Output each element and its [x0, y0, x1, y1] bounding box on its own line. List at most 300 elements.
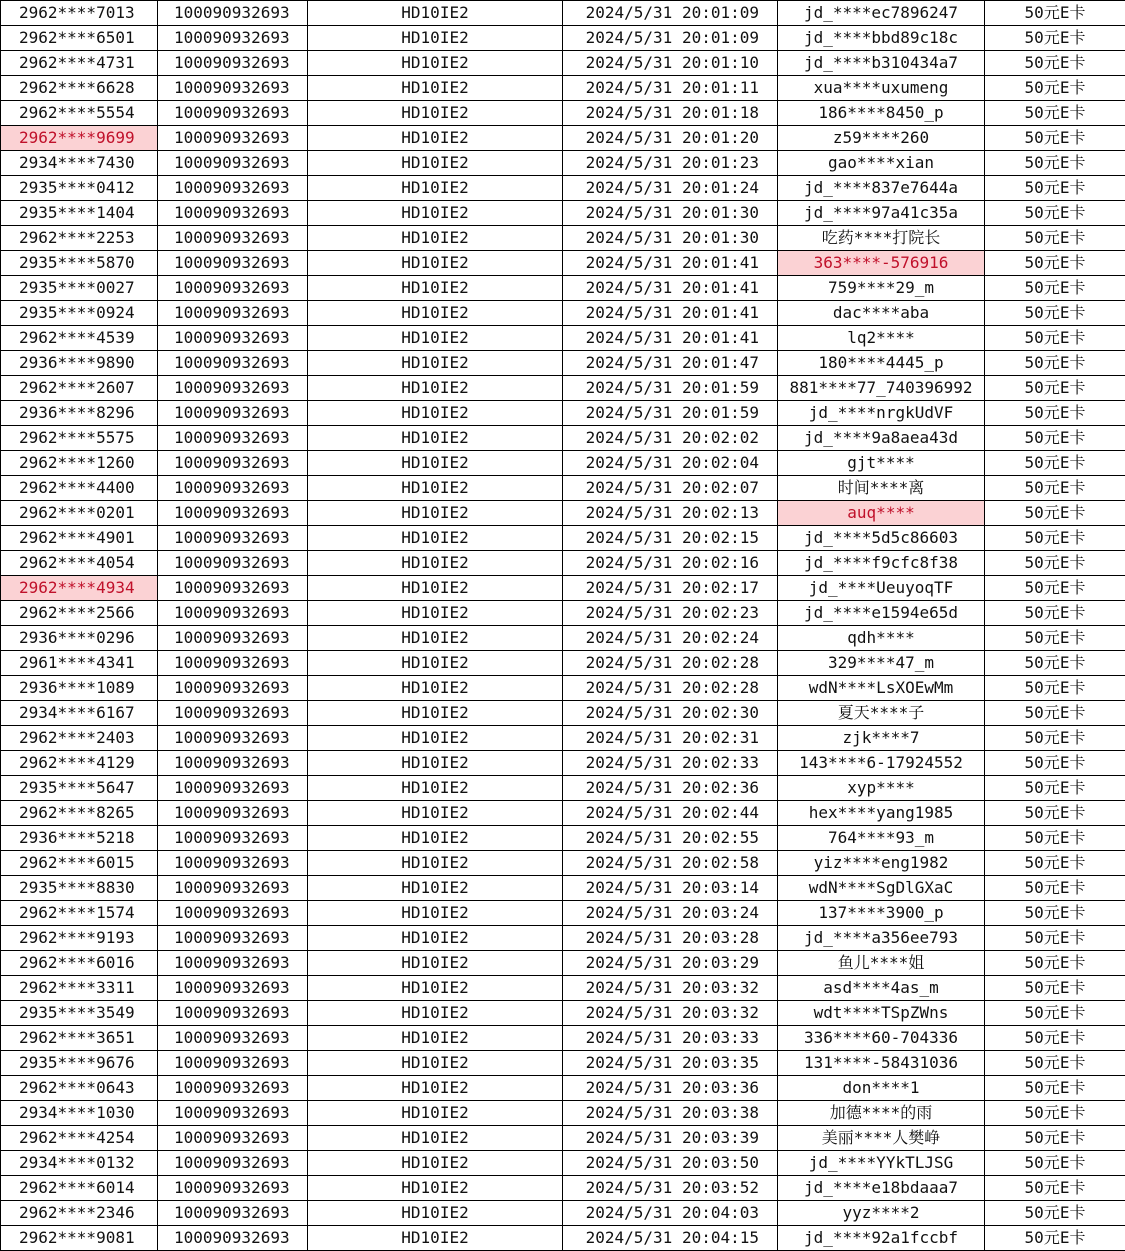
table-row [1, 1226, 1125, 1251]
order-id-cell: 2962****2403 [1, 726, 158, 751]
prize-cell: 50元E卡 [985, 876, 1125, 901]
timestamp-cell: 2024/5/31 20:02:31 [563, 726, 778, 751]
table-row [1, 876, 1125, 901]
prize-cell: 50元E卡 [985, 801, 1125, 826]
order-id-cell: 2962****7013 [1, 1, 158, 26]
sku-cell: 100090932693 [158, 526, 308, 551]
prize-cell: 50元E卡 [985, 1226, 1125, 1251]
username-cell: hex****yang1985 [778, 801, 985, 826]
order-id-cell: 2936****1089 [1, 676, 158, 701]
table-row [1, 126, 1125, 151]
sku-cell: 100090932693 [158, 426, 308, 451]
prize-cell: 50元E卡 [985, 651, 1125, 676]
prize-cell: 50元E卡 [985, 551, 1125, 576]
sku-cell: 100090932693 [158, 776, 308, 801]
timestamp-cell: 2024/5/31 20:04:03 [563, 1201, 778, 1226]
activity-code-cell: HD10IE2 [308, 151, 563, 176]
sku-cell: 100090932693 [158, 551, 308, 576]
prize-cell: 50元E卡 [985, 901, 1125, 926]
timestamp-cell: 2024/5/31 20:03:32 [563, 976, 778, 1001]
order-id-cell: 2936****0296 [1, 626, 158, 651]
timestamp-cell: 2024/5/31 20:02:13 [563, 501, 778, 526]
sku-cell: 100090932693 [158, 376, 308, 401]
table-row [1, 501, 1125, 526]
timestamp-cell: 2024/5/31 20:01:18 [563, 101, 778, 126]
order-id-cell: 2962****4129 [1, 751, 158, 776]
activity-code-cell: HD10IE2 [308, 126, 563, 151]
sku-cell: 100090932693 [158, 1101, 308, 1126]
sku-cell: 100090932693 [158, 401, 308, 426]
prize-cell: 50元E卡 [985, 226, 1125, 251]
username-cell: 759****29_m [778, 276, 985, 301]
activity-code-cell: HD10IE2 [308, 1076, 563, 1101]
sku-cell: 100090932693 [158, 1076, 308, 1101]
username-cell: 186****8450_p [778, 101, 985, 126]
activity-code-cell: HD10IE2 [308, 1201, 563, 1226]
order-id-cell: 2935****5870 [1, 251, 158, 276]
sku-cell: 100090932693 [158, 801, 308, 826]
order-id-cell: 2934****7430 [1, 151, 158, 176]
order-id-cell: 2961****4341 [1, 651, 158, 676]
order-id-cell: 2962****5554 [1, 101, 158, 126]
prize-cell: 50元E卡 [985, 1201, 1125, 1226]
order-id-cell: 2935****1404 [1, 201, 158, 226]
table-row [1, 776, 1125, 801]
timestamp-cell: 2024/5/31 20:03:38 [563, 1101, 778, 1126]
timestamp-cell: 2024/5/31 20:02:04 [563, 451, 778, 476]
order-id-cell: 2962****9193 [1, 926, 158, 951]
order-id-cell: 2962****8265 [1, 801, 158, 826]
sku-cell: 100090932693 [158, 1026, 308, 1051]
timestamp-cell: 2024/5/31 20:02:28 [563, 651, 778, 676]
table-row [1, 1026, 1125, 1051]
table-row [1, 1126, 1125, 1151]
prize-cell: 50元E卡 [985, 576, 1125, 601]
prize-cell: 50元E卡 [985, 1051, 1125, 1076]
timestamp-cell: 2024/5/31 20:02:55 [563, 826, 778, 851]
prize-cell: 50元E卡 [985, 601, 1125, 626]
table-row [1, 1076, 1125, 1101]
activity-code-cell: HD10IE2 [308, 276, 563, 301]
prize-cell: 50元E卡 [985, 51, 1125, 76]
timestamp-cell: 2024/5/31 20:01:23 [563, 151, 778, 176]
username-cell: yiz****eng1982 [778, 851, 985, 876]
timestamp-cell: 2024/5/31 20:01:59 [563, 401, 778, 426]
timestamp-cell: 2024/5/31 20:04:15 [563, 1226, 778, 1251]
timestamp-cell: 2024/5/31 20:03:50 [563, 1151, 778, 1176]
sku-cell: 100090932693 [158, 676, 308, 701]
username-cell: 加德****的雨 [778, 1101, 985, 1126]
username-cell: 764****93_m [778, 826, 985, 851]
table-row [1, 301, 1125, 326]
order-id-cell: 2962****3311 [1, 976, 158, 1001]
timestamp-cell: 2024/5/31 20:02:58 [563, 851, 778, 876]
prize-cell: 50元E卡 [985, 351, 1125, 376]
timestamp-cell: 2024/5/31 20:02:33 [563, 751, 778, 776]
order-id-cell: 2962****0643 [1, 1076, 158, 1101]
sku-cell: 100090932693 [158, 826, 308, 851]
table-row [1, 926, 1125, 951]
sku-cell: 100090932693 [158, 926, 308, 951]
sku-cell: 100090932693 [158, 501, 308, 526]
order-id-cell: 2935****0924 [1, 301, 158, 326]
activity-code-cell: HD10IE2 [308, 376, 563, 401]
timestamp-cell: 2024/5/31 20:01:09 [563, 26, 778, 51]
timestamp-cell: 2024/5/31 20:03:29 [563, 951, 778, 976]
order-id-cell: 2936****8296 [1, 401, 158, 426]
activity-code-cell: HD10IE2 [308, 351, 563, 376]
sku-cell: 100090932693 [158, 1226, 308, 1251]
prize-cell: 50元E卡 [985, 626, 1125, 651]
sku-cell: 100090932693 [158, 1, 308, 26]
username-cell: 363****-576916 [778, 251, 985, 276]
table-row [1, 401, 1125, 426]
username-cell: jd_****f9cfc8f38 [778, 551, 985, 576]
sku-cell: 100090932693 [158, 601, 308, 626]
order-id-cell: 2962****2346 [1, 1201, 158, 1226]
timestamp-cell: 2024/5/31 20:01:11 [563, 76, 778, 101]
activity-code-cell: HD10IE2 [308, 576, 563, 601]
prize-cell: 50元E卡 [985, 476, 1125, 501]
order-id-cell: 2962****6014 [1, 1176, 158, 1201]
prize-cell: 50元E卡 [985, 776, 1125, 801]
table-row [1, 626, 1125, 651]
order-id-cell: 2962****2253 [1, 226, 158, 251]
sku-cell: 100090932693 [158, 1176, 308, 1201]
activity-code-cell: HD10IE2 [308, 1101, 563, 1126]
sku-cell: 100090932693 [158, 51, 308, 76]
timestamp-cell: 2024/5/31 20:02:23 [563, 601, 778, 626]
activity-code-cell: HD10IE2 [308, 501, 563, 526]
activity-code-cell: HD10IE2 [308, 1001, 563, 1026]
table-row [1, 1151, 1125, 1176]
table-row [1, 551, 1125, 576]
activity-code-cell: HD10IE2 [308, 1151, 563, 1176]
sku-cell: 100090932693 [158, 476, 308, 501]
activity-code-cell: HD10IE2 [308, 201, 563, 226]
prize-cell: 50元E卡 [985, 201, 1125, 226]
activity-code-cell: HD10IE2 [308, 526, 563, 551]
sku-cell: 100090932693 [158, 1151, 308, 1176]
sku-cell: 100090932693 [158, 1051, 308, 1076]
order-id-cell: 2962****6016 [1, 951, 158, 976]
order-id-cell: 2934****6167 [1, 701, 158, 726]
activity-code-cell: HD10IE2 [308, 626, 563, 651]
table-row [1, 976, 1125, 1001]
username-cell: jd_****837e7644a [778, 176, 985, 201]
sku-cell: 100090932693 [158, 1201, 308, 1226]
username-cell: wdN****LsXOEwMm [778, 676, 985, 701]
activity-code-cell: HD10IE2 [308, 426, 563, 451]
username-cell: xyp**** [778, 776, 985, 801]
username-cell: 美丽****人樊峥 [778, 1126, 985, 1151]
activity-code-cell: HD10IE2 [308, 551, 563, 576]
sku-cell: 100090932693 [158, 451, 308, 476]
order-id-cell: 2962****6015 [1, 851, 158, 876]
sku-cell: 100090932693 [158, 176, 308, 201]
prize-cell: 50元E卡 [985, 926, 1125, 951]
activity-code-cell: HD10IE2 [308, 251, 563, 276]
activity-code-cell: HD10IE2 [308, 176, 563, 201]
username-cell: 鱼儿****姐 [778, 951, 985, 976]
username-cell: qdh**** [778, 626, 985, 651]
table-row [1, 1, 1125, 26]
activity-code-cell: HD10IE2 [308, 476, 563, 501]
timestamp-cell: 2024/5/31 20:03:36 [563, 1076, 778, 1101]
activity-code-cell: HD10IE2 [308, 226, 563, 251]
prize-cell: 50元E卡 [985, 701, 1125, 726]
prize-cell: 50元E卡 [985, 1001, 1125, 1026]
sku-cell: 100090932693 [158, 326, 308, 351]
activity-code-cell: HD10IE2 [308, 1176, 563, 1201]
prize-cell: 50元E卡 [985, 1126, 1125, 1151]
activity-code-cell: HD10IE2 [308, 726, 563, 751]
order-id-cell: 2962****3651 [1, 1026, 158, 1051]
activity-code-cell: HD10IE2 [308, 76, 563, 101]
order-id-cell: 2936****9890 [1, 351, 158, 376]
table-row [1, 651, 1125, 676]
prize-cell: 50元E卡 [985, 726, 1125, 751]
activity-code-cell: HD10IE2 [308, 26, 563, 51]
username-cell: jd_****e1594e65d [778, 601, 985, 626]
timestamp-cell: 2024/5/31 20:02:36 [563, 776, 778, 801]
username-cell: asd****4as_m [778, 976, 985, 1001]
order-id-cell: 2962****1574 [1, 901, 158, 926]
sku-cell: 100090932693 [158, 751, 308, 776]
activity-code-cell: HD10IE2 [308, 951, 563, 976]
prize-cell: 50元E卡 [985, 101, 1125, 126]
table-row [1, 526, 1125, 551]
prize-cell: 50元E卡 [985, 851, 1125, 876]
timestamp-cell: 2024/5/31 20:03:14 [563, 876, 778, 901]
prize-cell: 50元E卡 [985, 951, 1125, 976]
sku-cell: 100090932693 [158, 951, 308, 976]
table-row [1, 201, 1125, 226]
table-row [1, 851, 1125, 876]
username-cell: wdN****SgDlGXaC [778, 876, 985, 901]
timestamp-cell: 2024/5/31 20:03:39 [563, 1126, 778, 1151]
order-id-cell: 2962****4254 [1, 1126, 158, 1151]
prize-cell: 50元E卡 [985, 676, 1125, 701]
timestamp-cell: 2024/5/31 20:01:41 [563, 251, 778, 276]
order-id-cell: 2935****3549 [1, 1001, 158, 1026]
activity-code-cell: HD10IE2 [308, 776, 563, 801]
order-id-cell: 2935****0412 [1, 176, 158, 201]
prize-cell: 50元E卡 [985, 151, 1125, 176]
activity-code-cell: HD10IE2 [308, 1, 563, 26]
table-row [1, 576, 1125, 601]
prize-cell: 50元E卡 [985, 326, 1125, 351]
username-cell: jd_****bbd89c18c [778, 26, 985, 51]
prize-cell: 50元E卡 [985, 751, 1125, 776]
sku-cell: 100090932693 [158, 26, 308, 51]
activity-code-cell: HD10IE2 [308, 401, 563, 426]
sku-cell: 100090932693 [158, 851, 308, 876]
username-cell: jd_****nrgkUdVF [778, 401, 985, 426]
sku-cell: 100090932693 [158, 976, 308, 1001]
activity-code-cell: HD10IE2 [308, 326, 563, 351]
prize-cell: 50元E卡 [985, 1101, 1125, 1126]
timestamp-cell: 2024/5/31 20:03:52 [563, 1176, 778, 1201]
username-cell: 吃药****打院长 [778, 226, 985, 251]
prize-cell: 50元E卡 [985, 126, 1125, 151]
sku-cell: 100090932693 [158, 151, 308, 176]
table-row [1, 276, 1125, 301]
username-cell: 143****6-17924552 [778, 751, 985, 776]
timestamp-cell: 2024/5/31 20:01:20 [563, 126, 778, 151]
order-id-cell: 2935****0027 [1, 276, 158, 301]
table-row [1, 1176, 1125, 1201]
order-id-cell: 2962****4934 [1, 576, 158, 601]
prize-cell: 50元E卡 [985, 251, 1125, 276]
timestamp-cell: 2024/5/31 20:02:07 [563, 476, 778, 501]
table-row [1, 751, 1125, 776]
order-id-cell: 2935****8830 [1, 876, 158, 901]
prize-cell: 50元E卡 [985, 501, 1125, 526]
username-cell: 329****47_m [778, 651, 985, 676]
timestamp-cell: 2024/5/31 20:02:24 [563, 626, 778, 651]
activity-code-cell: HD10IE2 [308, 876, 563, 901]
order-id-cell: 2962****9081 [1, 1226, 158, 1251]
timestamp-cell: 2024/5/31 20:01:30 [563, 226, 778, 251]
sku-cell: 100090932693 [158, 201, 308, 226]
username-cell: jd_****a356ee793 [778, 926, 985, 951]
sku-cell: 100090932693 [158, 1001, 308, 1026]
table-row [1, 26, 1125, 51]
table-row [1, 1201, 1125, 1226]
table-row [1, 1101, 1125, 1126]
order-id-cell: 2962****4539 [1, 326, 158, 351]
username-cell: xua****uxumeng [778, 76, 985, 101]
table-row [1, 51, 1125, 76]
prize-cell: 50元E卡 [985, 376, 1125, 401]
timestamp-cell: 2024/5/31 20:03:24 [563, 901, 778, 926]
order-id-cell: 2962****2607 [1, 376, 158, 401]
sku-cell: 100090932693 [158, 651, 308, 676]
order-id-cell: 2962****0201 [1, 501, 158, 526]
username-cell: jd_****e18bdaaa7 [778, 1176, 985, 1201]
table-row [1, 601, 1125, 626]
prize-cell: 50元E卡 [985, 401, 1125, 426]
prize-cell: 50元E卡 [985, 426, 1125, 451]
prize-cell: 50元E卡 [985, 1176, 1125, 1201]
table-row [1, 451, 1125, 476]
table-row [1, 351, 1125, 376]
activity-code-cell: HD10IE2 [308, 301, 563, 326]
activity-code-cell: HD10IE2 [308, 976, 563, 1001]
username-cell: jd_****UeuyoqTF [778, 576, 985, 601]
prize-cell: 50元E卡 [985, 1076, 1125, 1101]
activity-code-cell: HD10IE2 [308, 901, 563, 926]
timestamp-cell: 2024/5/31 20:03:32 [563, 1001, 778, 1026]
username-cell: 137****3900_p [778, 901, 985, 926]
order-id-cell: 2935****5647 [1, 776, 158, 801]
table-row [1, 151, 1125, 176]
table-body [1, 1, 1125, 1251]
username-cell: dac****aba [778, 301, 985, 326]
activity-code-cell: HD10IE2 [308, 651, 563, 676]
username-cell: 131****-58431036 [778, 1051, 985, 1076]
table-row [1, 901, 1125, 926]
sku-cell: 100090932693 [158, 126, 308, 151]
table-row [1, 1051, 1125, 1076]
prize-cell: 50元E卡 [985, 1, 1125, 26]
order-id-cell: 2934****1030 [1, 1101, 158, 1126]
table-row [1, 476, 1125, 501]
timestamp-cell: 2024/5/31 20:03:35 [563, 1051, 778, 1076]
activity-code-cell: HD10IE2 [308, 101, 563, 126]
sku-cell: 100090932693 [158, 701, 308, 726]
activity-code-cell: HD10IE2 [308, 826, 563, 851]
order-id-cell: 2962****1260 [1, 451, 158, 476]
username-cell: lq2**** [778, 326, 985, 351]
timestamp-cell: 2024/5/31 20:02:30 [563, 701, 778, 726]
username-cell: jd_****ec7896247 [778, 1, 985, 26]
table-row [1, 326, 1125, 351]
username-cell: jd_****b310434a7 [778, 51, 985, 76]
activity-code-cell: HD10IE2 [308, 1126, 563, 1151]
timestamp-cell: 2024/5/31 20:02:44 [563, 801, 778, 826]
timestamp-cell: 2024/5/31 20:01:09 [563, 1, 778, 26]
activity-code-cell: HD10IE2 [308, 1051, 563, 1076]
prize-cell: 50元E卡 [985, 1026, 1125, 1051]
sku-cell: 100090932693 [158, 251, 308, 276]
table-row [1, 726, 1125, 751]
sku-cell: 100090932693 [158, 726, 308, 751]
order-id-cell: 2962****9699 [1, 126, 158, 151]
activity-code-cell: HD10IE2 [308, 676, 563, 701]
username-cell: 180****4445_p [778, 351, 985, 376]
table-row [1, 76, 1125, 101]
table-row [1, 701, 1125, 726]
timestamp-cell: 2024/5/31 20:01:59 [563, 376, 778, 401]
prize-cell: 50元E卡 [985, 1151, 1125, 1176]
timestamp-cell: 2024/5/31 20:03:33 [563, 1026, 778, 1051]
table-row [1, 801, 1125, 826]
sku-cell: 100090932693 [158, 1126, 308, 1151]
timestamp-cell: 2024/5/31 20:03:28 [563, 926, 778, 951]
timestamp-cell: 2024/5/31 20:02:17 [563, 576, 778, 601]
prize-cell: 50元E卡 [985, 176, 1125, 201]
username-cell: gao****xian [778, 151, 985, 176]
activity-code-cell: HD10IE2 [308, 1026, 563, 1051]
order-id-cell: 2935****9676 [1, 1051, 158, 1076]
sku-cell: 100090932693 [158, 351, 308, 376]
order-id-cell: 2934****0132 [1, 1151, 158, 1176]
order-id-cell: 2962****4731 [1, 51, 158, 76]
timestamp-cell: 2024/5/31 20:01:41 [563, 301, 778, 326]
activity-code-cell: HD10IE2 [308, 51, 563, 76]
sku-cell: 100090932693 [158, 576, 308, 601]
prize-cell: 50元E卡 [985, 76, 1125, 101]
table-row [1, 251, 1125, 276]
table-row [1, 101, 1125, 126]
table-row [1, 826, 1125, 851]
timestamp-cell: 2024/5/31 20:02:28 [563, 676, 778, 701]
order-id-cell: 2962****4400 [1, 476, 158, 501]
timestamp-cell: 2024/5/31 20:01:24 [563, 176, 778, 201]
table-row [1, 176, 1125, 201]
activity-code-cell: HD10IE2 [308, 751, 563, 776]
username-cell: 时间****离 [778, 476, 985, 501]
username-cell: yyz****2 [778, 1201, 985, 1226]
username-cell: z59****260 [778, 126, 985, 151]
prize-cell: 50元E卡 [985, 301, 1125, 326]
username-cell: jd_****5d5c86603 [778, 526, 985, 551]
timestamp-cell: 2024/5/31 20:01:41 [563, 276, 778, 301]
username-cell: 336****60-704336 [778, 1026, 985, 1051]
username-cell: gjt**** [778, 451, 985, 476]
